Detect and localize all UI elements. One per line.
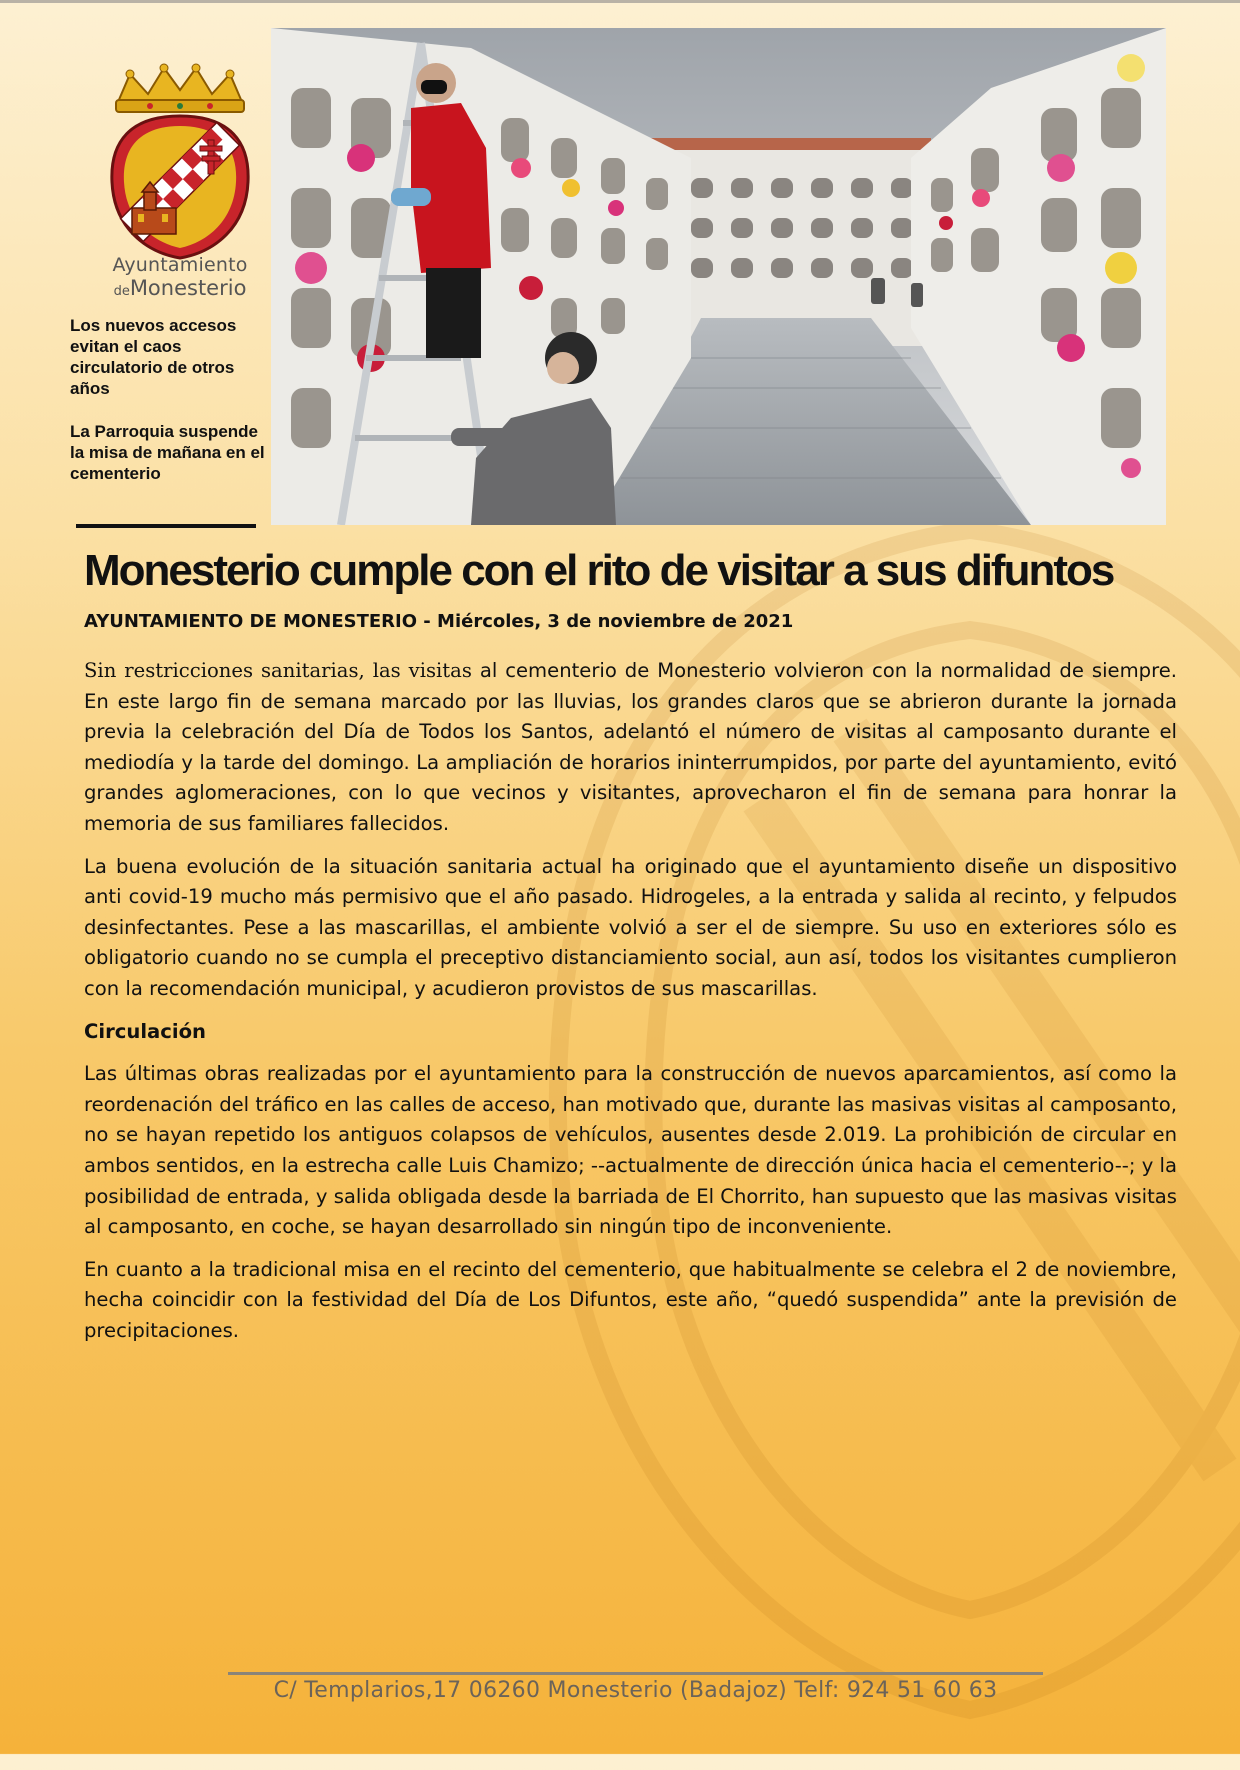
sidebar-headline-accesos[interactable]: Los nuevos accesos evitan el caos circulatorio de otros años <box>70 316 237 398</box>
footer-address: C/ Templarios,17 06260 Monesterio (Badajoz) Telf: 924 51 60 63 <box>273 1678 998 1703</box>
sidebar-divider <box>76 524 256 528</box>
logo-line-1: Ayuntamiento <box>112 254 248 276</box>
top-border <box>0 0 1240 3</box>
paragraph-2: La buena evolución de la situación sanitaria actual ha originado que el ayuntamiento diseñe un dispositivo anti covid-19 mucho más permisivo que el año pasado. Hidrogeles, a la entrada y salida al recinto, y felpudos desinfectantes. Pese a las mascarillas, el ambiente volvió a ser el de siempre. Su uso en exteriores sólo es obligatorio cuando no se cumpla el preceptivo distanciamiento social, aun así, todos los visitantes cumplieron con la recomendación municipal, y acudieron provistos de sus mascarillas. <box>84 854 1177 1000</box>
logo-line-2-name: Monesterio <box>129 276 247 300</box>
cemetery-photo <box>271 28 1166 525</box>
logo-line-2-prefix: de <box>113 284 130 299</box>
paragraph-1-lead: Sin restricciones sanitarias, las visitas <box>84 659 472 682</box>
paragraph-3: Las últimas obras realizadas por el ayuntamiento para la construcción de nuevos aparcamientos, así como la reordenación del tráfico en las calles de acceso, han motivado que, durante las masivas visitas al camposanto, no se hayan repetido los antiguos colapsos de vehículos, ausentes desde 2.019. La prohibición de circular en ambos sentidos, en la estrecha calle Luis Chamizo; --actualmente de dirección única hacia el cementerio--; y la posibilidad de entrada, y salida obligada desde la barriada de El Chorrito, han supuesto que las masivas visitas al camposanto, en coche, se hayan desarrollado sin ningún tipo de inconveniente. <box>84 1062 1177 1239</box>
article-title: Monesterio cumple con el rito de visitar a sus difuntos <box>84 546 1114 595</box>
paragraph-1 <box>84 656 1177 840</box>
paragraph-4: En cuanto a la tradicional misa en el recinto del cementerio, que habitualmente se celebra el 2 de noviembre, hecha coincidir con la festividad del Día de Los Difuntos, este año, “quedó suspendida” ante la previsión de precipitaciones. <box>84 1257 1177 1342</box>
article-body <box>84 656 1177 1358</box>
paragraph-1-text: al cementerio de Monesterio volvieron con la normalidad de siempre. En este largo fin de semana marcado por las lluvias, los grandes claros que se abrieron durante la jornada previa la celebración del Día de Todos los Santos, adelantó el número de visitas al camposanto durante el mediodía y la tarde del domingo. La ampliación de horarios ininterrumpidos, por parte del ayuntamiento, evitó grandes aglomeraciones, con lo que vecinos y visitantes, aprovecharon el fin de semana para honrar la memoria de sus familiares fallecidos. <box>84 659 1178 835</box>
sidebar-headline-parroquia[interactable]: La Parroquia suspende la misa de mañana en el cementerio <box>70 422 265 483</box>
subhead-circulacion: Circulación <box>84 1019 207 1043</box>
logo-line-2 <box>95 276 265 300</box>
footer-divider <box>228 1672 1043 1675</box>
article-byline: AYUNTAMIENTO DE MONESTERIO - Miércoles, 3 de noviembre de 2021 <box>84 611 794 632</box>
